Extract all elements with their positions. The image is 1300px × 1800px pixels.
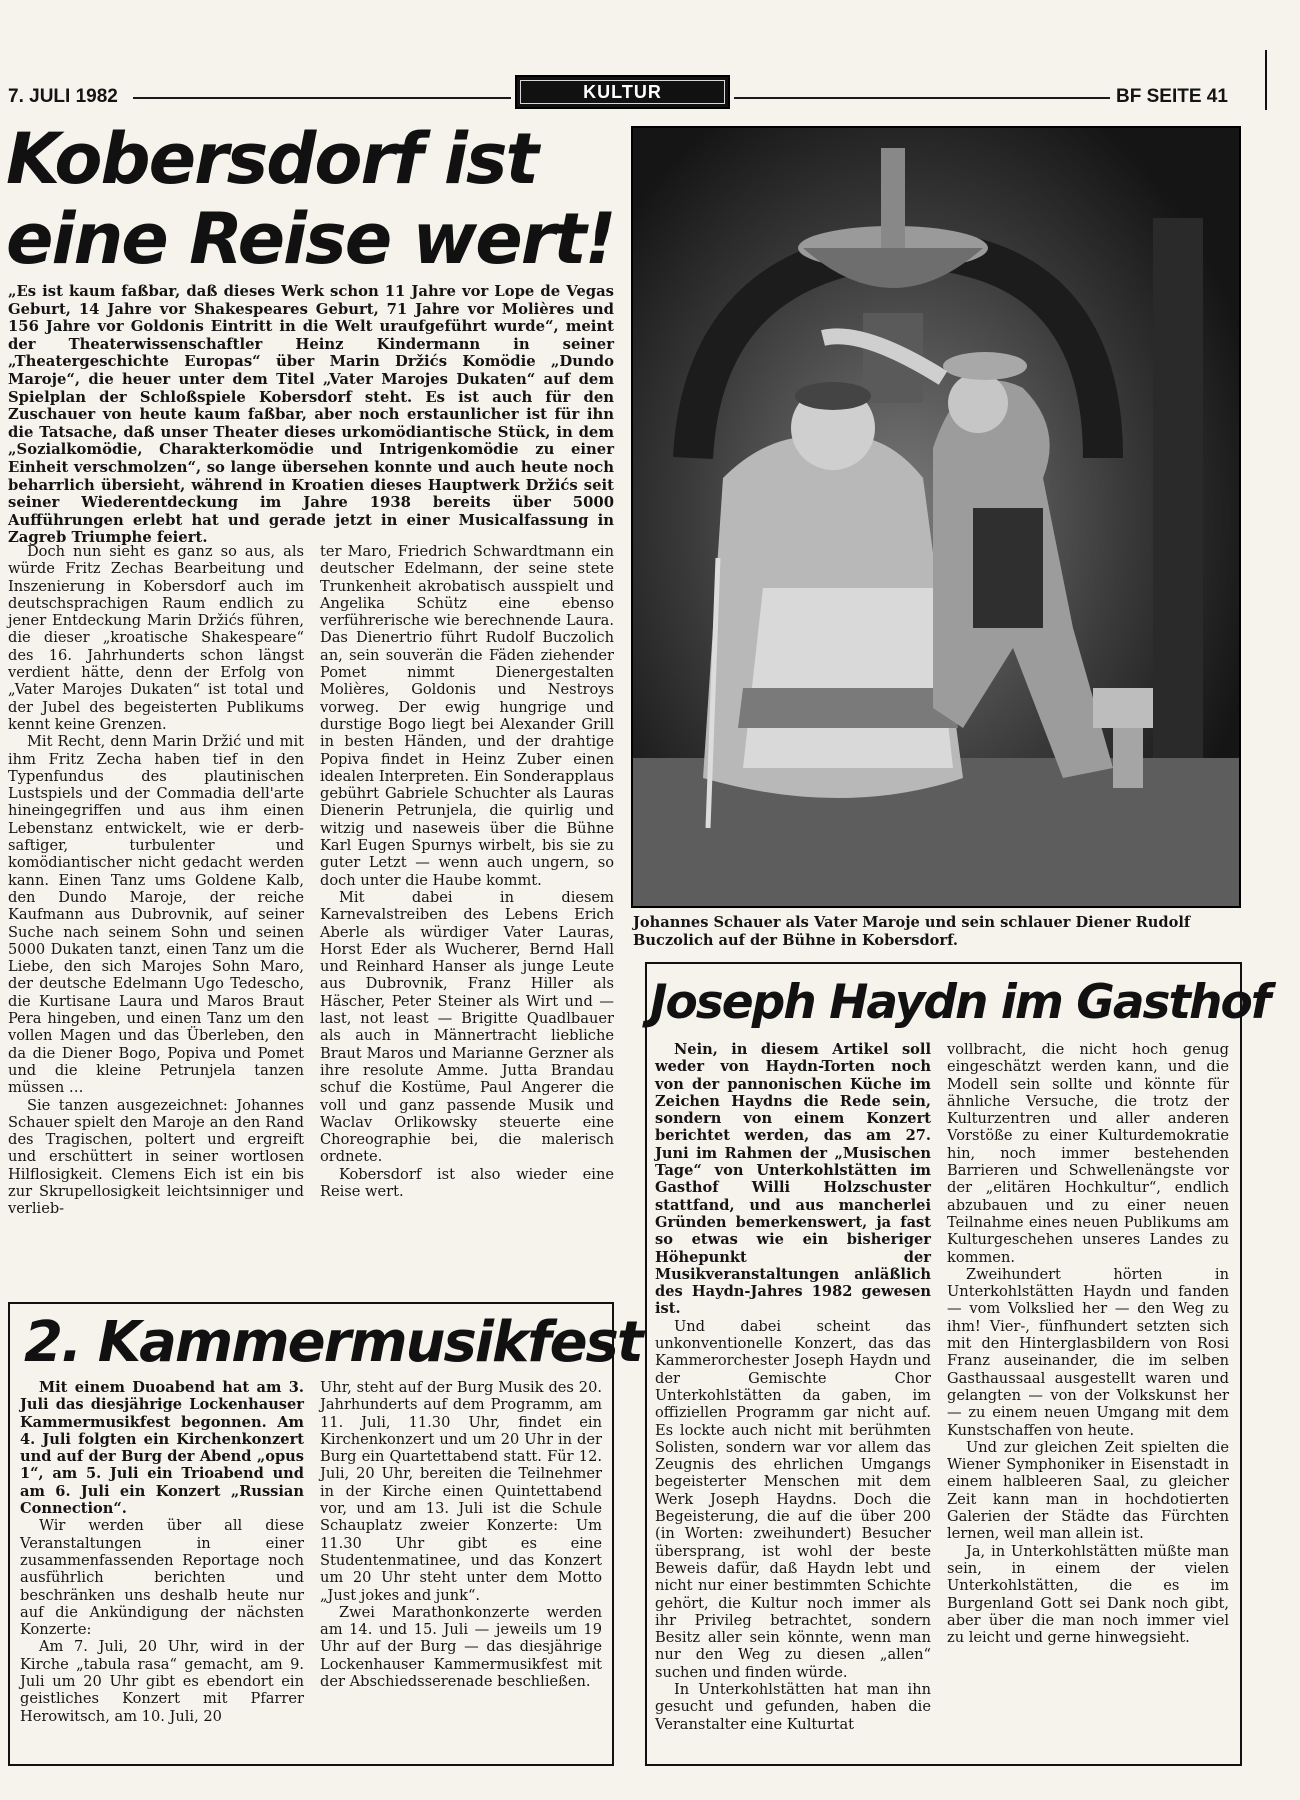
main-headline-line2: eine Reise wert! xyxy=(6,198,615,280)
stage-photo-illustration xyxy=(633,128,1239,906)
margin-rule xyxy=(1265,50,1267,110)
main-col2-paragraph: Kobersdorf ist also wieder eine Reise wert. xyxy=(320,1165,614,1200)
main-headline-line1: Kobersdorf ist xyxy=(6,118,537,200)
stage-photo xyxy=(631,126,1241,908)
kammermusik-col1-paragraph: Wir werden über all diese Veranstaltungen in einer zusammenfassenden Reportage noch ausführlich berichten und beschränken uns deshalb heute nur auf die Ankündigung der nächsten Konzerte: xyxy=(20,1517,304,1639)
main-col2-paragraph: Mit dabei in diesem Karnevalstreiben des Lebens Erich Aberle als würdiger Vater Lauras, Horst Eder als Wucherer, Bernd Hall und Reinhard Hanser als junge Leute aus Dubrovnik, Franz Hiller als Häscher, Peter Steiner als Wirt und — last, not least — Brigitte Quadlbauer als auch in Männertracht liebliche Braut Maros und Marianne Gerzner als ihre resolute Amme. Jutta Brandau schuf die Kostüme, Paul Angerer die voll und ganz passende Musik und Waclav Orlikowsky steuerte eine Choreographie bei, die malerisch ordnete. xyxy=(320,888,614,1166)
main-col1-paragraph: Sie tanzen ausgezeichnet: Johannes Schauer spielt den Maroje an den Rand des Tragischen, poltert und ergreift und erschüttert in seiner wortlosen Hilflosigkeit. Clemens Eich ist ein bis zur Skrupellosigkeit leichtsinniger und verlieb- xyxy=(8,1096,304,1218)
main-column-1 xyxy=(8,543,304,1218)
section-label xyxy=(515,75,730,109)
kammermusik-headline: 2. Kammermusikfest xyxy=(24,1310,642,1375)
issue-date: 7. JULI 1982 xyxy=(8,86,118,107)
haydn-lede: Nein, in diesem Artikel soll weder von Haydn-Torten noch von der pannonischen Küche im Zeichen Haydns die Rede sein, sondern von einem Konzert berichtet werden, das am 27. Juni im Rahmen der „Musischen Tage“ von Unterkohlstätten im Gasthof Willi Holzschuster stattfand, und aus mancherlei Gründen bemerkenswert, ja fast so etwas wie ein bisheriger Höhepunkt der Musikveranstaltungen anläßlich des Haydn-Jahres 1982 gewesen ist. xyxy=(655,1041,931,1318)
haydn-col2-paragraph: Ja, in Unterkohlstätten müßte man sein, in einem der vielen Unterkohlstätten, die es im Burgenland Gott sei Dank noch gibt, aber über die man noch immer viel zu leicht und gerne hinwegsieht. xyxy=(947,1542,1229,1647)
haydn-col1-paragraph: Und dabei scheint das unkonventionelle Konzert, das das Kammerorchester Joseph Haydn und der Gemischte Chor Unterkohlstätten da gaben, im offiziellen Programm gar nicht auf. Es lockte auch nicht mit berühmten Solisten, sondern war vor allem das Zeugnis des ehrlichen Umgangs begeisterter Menschen mit dem Werk Joseph Haydns. Doch die Begeisterung, die auf die über 200 (in Worten: zweihundert) Besucher übersprang, ist wohl der beste Beweis dafür, daß Haydn lebt und nicht nur einer bestimmten Schichte gehört, die Kultur noch immer als ihr Privileg betrachtet, sondern Besitz aller sein könnte, wenn man nur den Weg zu diesen „allen“ suchen und finden würde. xyxy=(655,1317,931,1681)
header-rule-left xyxy=(133,97,511,99)
kammermusik-lede: Mit einem Duoabend hat am 3. Juli das diesjährige Lockenhauser Kammermusikfest begonnen. Am 4. Juli folgten ein Kirchenkonzert und auf der Burg der Abend „opus 1“, am 5. Juli ein Trioabend und am 6. Juli ein Konzert „Russian Connection“. xyxy=(20,1379,304,1518)
kammermusik-col1-paragraph: Am 7. Juli, 20 Uhr, wird in der Kirche „tabula rasa“ gemacht, am 9. Juli um 20 Uhr gibt es ebendort ein geistliches Konzert mit Pfarrer Herowitsch, am 10. Juli, 20 xyxy=(20,1638,304,1725)
main-col1-paragraph: Mit Recht, denn Marin Držić und mit ihm Fritz Zecha haben tief in den Typenfundus des plautinischen Lustspiels und der Commadia dell'arte hineingegriffen und aus ihm einen Lebenstanz entwickelt, wie er derb-saftiger, turbulenter und komödiantischer nicht gedacht werden kann. Einen Tanz ums Goldene Kalb, den Dundo Maroje, der reiche Kaufmann aus Dubrovnik, auf seiner Suche nach seinem Sohn und seinen 5000 Dukaten tanzt, einen Tanz um die Liebe, den sich Marojes Sohn Maro, der deutsche Edelmann Ugo Tedescho, die Kurtisane Laura und Maros Braut Pera hingeben, und einen Tanz um den vollen Magen und das Überleben, den da die Diener Bogo, Popiva und Pomet und die kleine Petrunjela tanzen müssen … xyxy=(8,733,304,1097)
kammermusik-column-1 xyxy=(20,1379,304,1725)
haydn-column-2 xyxy=(947,1041,1229,1646)
section-label-text: KULTUR xyxy=(520,80,725,104)
haydn-column-1 xyxy=(655,1041,931,1733)
kammermusik-column-2 xyxy=(320,1379,602,1690)
haydn-col1-paragraph: In Unterkohlstätten hat man ihn gesucht und gefunden, haben die Veranstalter eine Kulturtat xyxy=(655,1680,931,1733)
page-number: BF SEITE 41 xyxy=(1116,86,1228,107)
haydn-col2-paragraph: Und zur gleichen Zeit spielten die Wiener Symphoniker in Eisenstadt in einem halbleeren Saal, zu gleicher Zeit kann man in hochdotierten Galerien der Städte das Fürchten lernen, weil man allein ist. xyxy=(947,1438,1229,1543)
photo-caption: Johannes Schauer als Vater Maroje und sein schlauer Diener Rudolf Buczolich auf der Bühne in Kobersdorf. xyxy=(633,914,1191,949)
main-col2-paragraph: ter Maro, Friedrich Schwardtmann ein deutscher Edelmann, der seine stete Trunkenheit akrobatisch ausspielt und Angelika Schütz eine ebenso verführerische wie berechnende Laura. Das Dienertrio führt Rudolf Buczolich an, sein souverän die Fäden ziehender Pomet nimmt Dienergestalten Molières, Goldonis und Nestroys vorweg. Der ewig hungrige und durstige Bogo liegt bei Alexander Grill in besten Händen, und der drahtige Popiva findet in Heinz Zuber einen idealen Interpreten. Ein Sonderapplaus gebührt Gabriele Schuchter als Lauras Dienerin Petrunjela, die quirlig und witzig und naseweis über die Bühne Karl Eugen Spurnys wirbelt, bis sie zu guter Letzt — wenn auch ungern, so doch unter die Haube kommt. xyxy=(320,543,614,889)
haydn-col2-paragraph: Zweihundert hörten in Unterkohlstätten Haydn und fanden — vom Volkslied her — den Weg zu ihm! Vier-, fünfhundert setzten sich mit den Hinterglasbildern von Rosi Franz auseinander, die im selben Gasthaussaal ausgestellt waren und gelangten — von der Volkskunst her — zu einem neuen Umgang mit dem Kunstschaffen von heute. xyxy=(947,1265,1229,1439)
main-column-2 xyxy=(320,543,614,1200)
kammermusik-col2-paragraph: Uhr, steht auf der Burg Musik des 20. Jahrhunderts auf dem Programm, am 11. Juli, 11.30 Uhr, findet ein Kirchenkonzert und um 20 Uhr in der Burg ein Quartettabend statt. Für 12. Juli, 20 Uhr, bereiten die Teilnehmer in der Kirche einen Quintettabend vor, und am 13. Juli ist die Schule Schauplatz zweier Konzerte: Um 11.30 Uhr gibt es eine Studentenmatinee, und das Konzert um 20 Uhr steht unter dem Motto „Just jokes and junk“. xyxy=(320,1379,602,1604)
main-lede: „Es ist kaum faßbar, daß dieses Werk schon 11 Jahre vor Lope de Vegas Geburt, 14 Jahre vor Shakespeares Geburt, 71 Jahre vor Molières und 156 Jahre vor Goldonis Eintritt in die Welt uraufgeführt wurde“, meint der Theaterwissenschaftler Heinz Kindermann in seiner „Theatergeschichte Europas“ über Marin Držićs Komödie „Dundo Maroje“, die heuer unter dem Titel „Vater Marojes Dukaten“ auf dem Spielplan der Schloßspiele Kobersdorf steht. Es ist auch für den Zuschauer von heute kaum faßbar, aber noch erstaunlicher ist für ihn die Tatsache, daß unser Theater dieses urkomödiantische Stück, in dem „Sozialkomödie, Charakterkomödie und Intrigenkomödie zu einer Einheit verschmolzen“, so lange übersehen konnte und auch heute noch beharrlich übersieht, während in Kroatien dieses Hauptwerk Držićs seit seiner Wiederentdeckung im Jahre 1938 bereits über 5000 Aufführungen erlebt hat und gerade jetzt in einer Musicalfassung in Zagreb Triumphe feiert. xyxy=(8,283,614,547)
header-rule-right xyxy=(734,97,1110,99)
haydn-col2-paragraph: vollbracht, die nicht hoch genug eingeschätzt werden kann, und die Modell sein sollte und könnte für ähnliche Versuche, die trotz der Kulturzentren und aller anderen Vorstöße zu einer Kulturdemokratie hin, noch immer bestehenden Barrieren und Schwellenängste vor der „elitären Hochkultur“, endlich abzubauen und zu einer neuen Teilnahme eines neuen Publikums am Kulturgeschehen unseres Landes zu kommen. xyxy=(947,1041,1229,1266)
haydn-headline: Joseph Haydn im Gasthof xyxy=(650,975,1270,1030)
main-col1-paragraph: Doch nun sieht es ganz so aus, als würde Fritz Zechas Bearbeitung und Inszenierung in Kobersdorf auch im deutschsprachigen Raum endlich zu jener Entdeckung Marin Držićs führen, die dieser „kroatische Shakespeare“ des 16. Jahrhunderts schon längst verdient hätte, denn der Erfolg von „Vater Marojes Dukaten“ ist total und der Jubel des begeisterten Publikums kennt keine Grenzen. xyxy=(8,543,304,733)
kammermusik-col2-paragraph: Zwei Marathonkonzerte werden am 14. und 15. Juli — jeweils um 19 Uhr auf der Burg — das diesjährige Lockenhauser Kammermusikfest mit der Abschiedsserenade beschließen. xyxy=(320,1603,602,1691)
